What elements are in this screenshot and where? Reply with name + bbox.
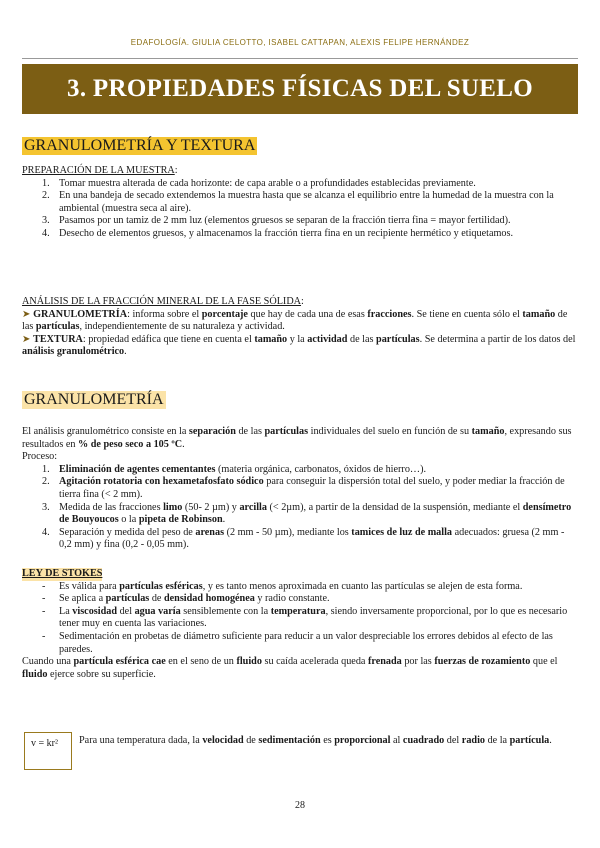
proceso-label: Proceso: bbox=[22, 451, 58, 463]
granulometria-intro: El análisis granulométrico consiste en la separación de las partículas individuales del suelo en función de su tamaño, expresando sus resultados en % de peso seco a 105 ºC. bbox=[22, 426, 572, 450]
granulometria-body bbox=[22, 426, 578, 681]
prep-title: PREPARACIÓN DE LA MUESTRA: bbox=[22, 165, 178, 176]
analisis-block bbox=[22, 296, 578, 359]
formula-description: Para una temperatura dada, la velocidad de sedimentación es proporcional al cuadrado del radio de la partícula. bbox=[79, 735, 552, 746]
list-item: - La viscosidad del agua varía sensiblemente con la temperatura, siendo inversamente proporcional, por lo que es necesario tener muy en cuenta las variaciones. bbox=[42, 605, 568, 630]
formula-box: v = kr² bbox=[24, 732, 72, 770]
page-number: 28 bbox=[295, 800, 305, 811]
preparacion-block bbox=[22, 165, 578, 241]
prep-steps-list bbox=[22, 178, 578, 241]
stokes-heading-row bbox=[22, 568, 578, 581]
header-divider bbox=[22, 58, 578, 59]
list-item: 1. Eliminación de agentes cementantes (materia orgánica, carbonatos, óxidos de hierro…). bbox=[42, 463, 427, 475]
section-heading-granulometria: GRANULOMETRÍA bbox=[24, 391, 164, 408]
running-header: EDAFOLOGÍA. GIULIA CELOTTO, ISABEL CATTAPAN, ALEXIS FELIPE HERNÁNDEZ bbox=[130, 38, 470, 47]
list-item: 4. Separación y medida del peso de arenas (2 mm - 50 µm), mediante los tamices de luz de malla adecuados: gruesa (2 mm - 0,2 mm) y fina (0,2 - 0,05 mm). bbox=[42, 526, 565, 551]
textura-definition: ➤ TEXTURA: propiedad edáfica que tiene en cuenta el tamaño y la actividad de las partículas. Se determina a partir de los datos del análisis granulométrico. bbox=[22, 333, 576, 358]
arrow-icon: ➤ bbox=[22, 308, 31, 320]
proceso-steps-list bbox=[22, 464, 578, 552]
list-item: 2. En una bandeja de secado extendemos la muestra hasta que se alcanza el equilibrio entre la humedad de la muestra con la ambiental (muestra seca al aire). bbox=[42, 190, 554, 214]
stokes-list bbox=[22, 581, 578, 657]
list-item: 2. Agitación rotatoria con hexametafosfato sódico para conseguir la dispersión total del suelo, y poder mediar la fracción de tierra fina (< 2 mm). bbox=[42, 476, 565, 500]
list-item: - Es válida para partículas esféricas, y es tanto menos aproximada en cuanto las partículas se alejen de esta forma. bbox=[42, 580, 523, 592]
chapter-title: 3. PROPIEDADES FÍSICAS DEL SUELO bbox=[22, 64, 578, 114]
list-item: 3. Pasamos por un tamiz de 2 mm luz (elementos gruesos se separan de la fracción tierra fina = mayor fertilidad). bbox=[42, 215, 511, 227]
stokes-heading: LEY DE STOKES bbox=[22, 567, 103, 579]
fluid-paragraph: Cuando una partícula esférica cae en el seno de un fluido su caída acelerada queda frenada por las fuerzas de rozamiento que el fluido ejerce sobre su superficie. bbox=[22, 656, 558, 680]
section-heading-granulometria-textura: GRANULOMETRÍA Y TEXTURA bbox=[24, 137, 256, 154]
list-item: - Se aplica a partículas de densidad homogénea y radio constante. bbox=[42, 593, 330, 605]
arrow-icon: ➤ bbox=[22, 333, 31, 345]
list-item: - Sedimentación en probetas de diámetro suficiente para reducir a un valor despreciable los errores debidos al efecto de las paredes. bbox=[42, 630, 553, 655]
list-item: 1. Tomar muestra alterada de cada horizonte: de capa arable o a profundidades establecidas previamente. bbox=[42, 177, 476, 189]
granulometria-definition: ➤ GRANULOMETRÍA: informa sobre el porcentaje que hay de cada una de esas fracciones. Se tiene en cuenta sólo el tamaño de las partículas, independientemente de su naturaleza y actividad. bbox=[22, 308, 568, 333]
list-item: 4. Desecho de elementos gruesos, y almacenamos la fracción tierra fina en un recipiente hermético y etiquetamos. bbox=[42, 227, 514, 239]
list-item: 3. Medida de las fracciones limo (50- 2 µm) y arcilla (< 2µm), a partir de la densidad de la suspensión, mediante el densímetro de Bouyoucos o la pipeta de Robinson. bbox=[42, 501, 572, 526]
analysis-title: ANÁLISIS DE LA FRACCIÓN MINERAL DE LA FASE SÓLIDA: bbox=[22, 296, 304, 307]
